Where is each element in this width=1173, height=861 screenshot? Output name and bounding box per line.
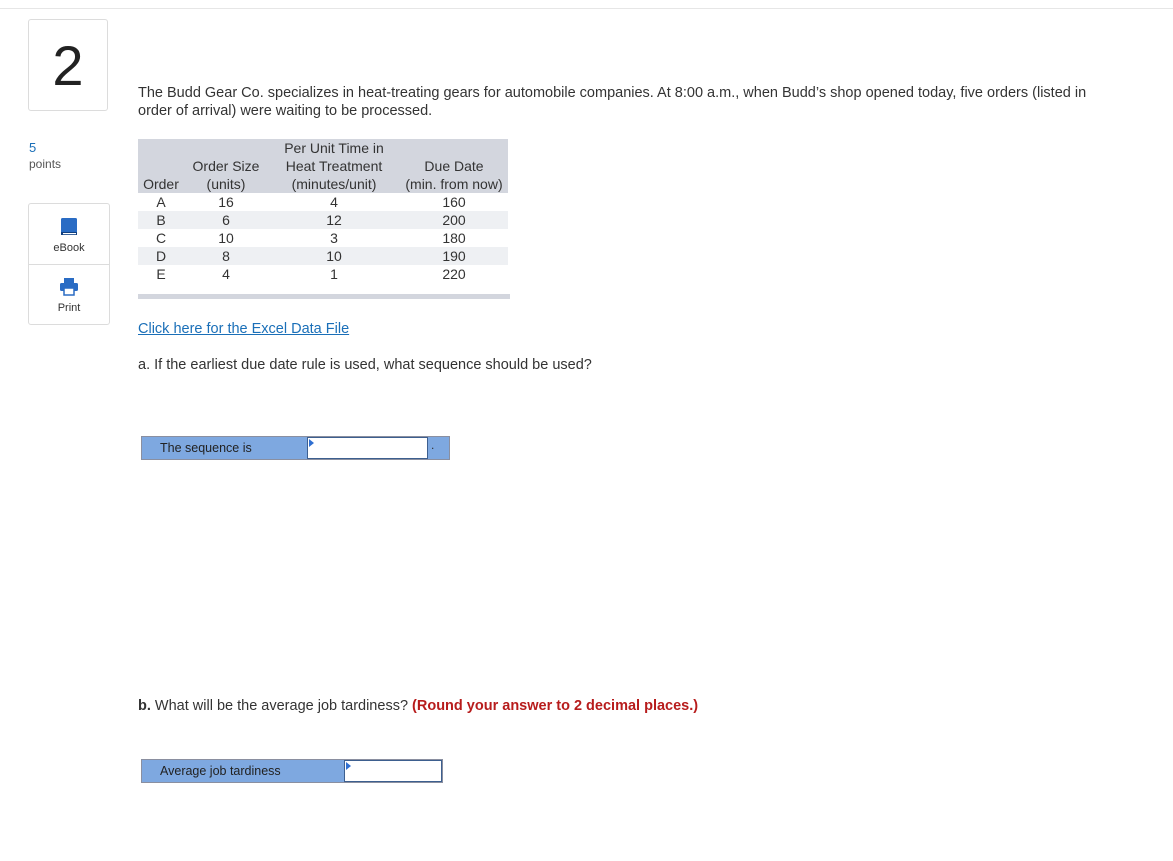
print-label: Print <box>57 302 81 314</box>
table-header-row <box>138 139 508 157</box>
sequence-label: The sequence is <box>142 437 307 459</box>
sequence-input[interactable] <box>307 437 428 459</box>
tardiness-answer-row <box>141 759 443 783</box>
header-cell <box>138 139 184 157</box>
size-cell: 8 <box>184 247 268 265</box>
header-cell: Per Unit Time in <box>268 139 400 157</box>
sequence-answer-row <box>141 436 450 460</box>
due-cell: 180 <box>442 230 466 246</box>
question-number: 2 <box>28 19 108 111</box>
header-cell <box>400 139 508 157</box>
points-label: points <box>29 157 62 171</box>
table-row <box>138 247 508 265</box>
table-bottom-bar <box>138 294 510 299</box>
due-cell: 220 <box>442 266 466 282</box>
sequence-period: . <box>431 438 435 452</box>
field-marker-icon <box>346 762 351 770</box>
ebook-label: eBook <box>53 242 85 254</box>
order-cell: A <box>156 194 166 210</box>
points-value: 5 <box>29 140 37 155</box>
time-cell: 4 <box>330 194 338 210</box>
top-divider <box>0 8 1173 9</box>
sequence-input-wrap <box>307 437 428 459</box>
field-marker-icon <box>309 439 314 447</box>
order-cell: C <box>155 230 167 246</box>
header-cell <box>138 157 184 175</box>
table-header-row <box>138 157 508 175</box>
rounding-hint: (Round your answer to 2 decimal places.) <box>412 698 699 714</box>
time-cell: 3 <box>330 230 338 246</box>
printer-icon <box>58 276 80 298</box>
table-header-row <box>138 175 508 193</box>
header-cell: (min. from now) <box>400 175 508 193</box>
header-cell: Due Date <box>400 157 508 175</box>
excel-data-file-link[interactable]: Click here for the Excel Data File <box>138 321 350 337</box>
table-row <box>138 211 508 229</box>
problem-statement: The Budd Gear Co. specializes in heat-treating gears for automobile companies. At 8:00 a.m., when Budd’s shop opened today, five orders (listed in order of arrival) were waiting to be processed. <box>138 85 1087 119</box>
time-cell: 12 <box>268 211 400 229</box>
part-b-prefix: b. <box>138 698 151 714</box>
size-cell: 10 <box>218 230 234 246</box>
order-cell: D <box>138 247 184 265</box>
due-cell: 160 <box>442 194 466 210</box>
size-cell: 4 <box>222 266 230 282</box>
sequence-tail <box>428 437 449 459</box>
tardiness-input[interactable] <box>344 760 442 782</box>
tardiness-label: Average job tardiness <box>142 760 344 782</box>
time-cell: 10 <box>268 247 400 265</box>
part-a-question: a. If the earliest due date rule is used, what sequence should be used? <box>138 357 592 373</box>
header-cell: Order <box>138 175 184 193</box>
due-cell: 200 <box>400 211 508 229</box>
table-row <box>138 229 508 247</box>
header-cell: (units) <box>184 175 268 193</box>
data-table-container <box>138 139 510 299</box>
part-b-text: What will be the average job tardiness? <box>150 698 413 714</box>
due-cell: 190 <box>400 247 508 265</box>
size-cell: 6 <box>184 211 268 229</box>
header-cell <box>184 139 268 157</box>
table-row <box>138 193 508 211</box>
tools-panel <box>28 203 110 325</box>
time-cell: 1 <box>330 266 338 282</box>
order-cell: B <box>138 211 184 229</box>
header-cell: Order Size <box>184 157 268 175</box>
header-cell: Heat Treatment <box>268 157 400 175</box>
header-cell: (minutes/unit) <box>268 175 400 193</box>
table-row <box>138 265 508 283</box>
orders-table <box>138 139 508 283</box>
print-button[interactable] <box>29 265 109 325</box>
book-icon <box>58 216 80 238</box>
size-cell: 16 <box>218 194 234 210</box>
order-cell: E <box>156 266 166 282</box>
part-b-question <box>138 698 698 714</box>
ebook-button[interactable] <box>29 204 109 265</box>
tardiness-input-wrap <box>344 760 442 782</box>
